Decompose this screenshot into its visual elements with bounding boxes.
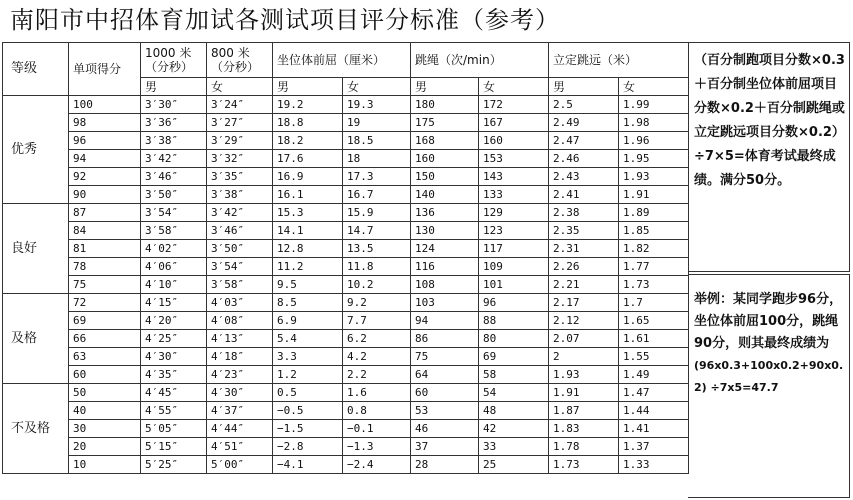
value-cell: 2.07 [549,330,619,348]
value-cell: −2.4 [343,456,411,474]
value-cell: 1.93 [549,366,619,384]
value-cell: 14.7 [343,222,411,240]
value-cell: 2.49 [549,114,619,132]
value-cell: 153 [479,150,549,168]
value-cell: 2.35 [549,222,619,240]
value-cell: 116 [411,258,479,276]
value-cell: 4′45″ [141,384,207,402]
value-cell: 3′38″ [141,132,207,150]
value-cell: −0.1 [343,420,411,438]
table-row [3,186,689,204]
value-cell: 2.2 [343,366,411,384]
value-cell: 18.8 [273,114,343,132]
table-row [3,402,689,420]
value-cell: −4.1 [273,456,343,474]
value-cell: 1.83 [549,420,619,438]
value-cell: 1.2 [273,366,343,384]
value-cell: 2.41 [549,186,619,204]
value-cell: −1.3 [343,438,411,456]
value-cell: 133 [479,186,549,204]
table-row [3,456,689,474]
value-cell: 2.17 [549,294,619,312]
value-cell: 64 [411,366,479,384]
value-cell: 1.65 [619,312,689,330]
header-female: 女 [479,78,549,96]
value-cell: 3′35″ [207,168,273,186]
value-cell: 3′29″ [207,132,273,150]
header-situp: 坐位体前屈（厘米） [273,43,411,78]
value-cell: 4′37″ [207,402,273,420]
value-cell: 4′06″ [141,258,207,276]
value-cell: −0.5 [273,402,343,420]
value-cell: 9.5 [273,276,343,294]
value-cell: 10.2 [343,276,411,294]
value-cell: 4′10″ [141,276,207,294]
value-cell: 9.2 [343,294,411,312]
example-description: 举例：某同学跑步96分，坐位体前屈100分，跳绳90分，则其最终成绩为 [694,292,843,351]
value-cell: 3′46″ [141,168,207,186]
value-cell: 4′15″ [141,294,207,312]
value-cell: 5′15″ [141,438,207,456]
value-cell: 1.87 [549,402,619,420]
header-female: 女 [619,78,689,96]
score-cell: 20 [69,438,141,456]
example-text [694,289,846,399]
value-cell: 1.7 [619,294,689,312]
value-cell: 3.3 [273,348,343,366]
value-cell: 6.9 [273,312,343,330]
value-cell: 123 [479,222,549,240]
value-cell: 3′32″ [207,150,273,168]
value-cell: 17.3 [343,168,411,186]
value-cell: 28 [411,456,479,474]
score-cell: 81 [69,240,141,258]
header-score: 单项得分 [69,43,141,96]
value-cell: 42 [479,420,549,438]
value-cell: 7.7 [343,312,411,330]
value-cell: 168 [411,132,479,150]
value-cell: 1.91 [549,384,619,402]
score-cell: 94 [69,150,141,168]
value-cell: 75 [411,348,479,366]
table-row [3,312,689,330]
value-cell: 3′50″ [207,240,273,258]
value-cell: 1.73 [549,456,619,474]
value-cell: 88 [479,312,549,330]
table-row [3,204,689,222]
table-row [3,222,689,240]
value-cell: 2.31 [549,240,619,258]
value-cell: 13.5 [343,240,411,258]
score-cell: 72 [69,294,141,312]
value-cell: 1.99 [619,96,689,114]
value-cell: 96 [479,294,549,312]
value-cell: 3′42″ [141,150,207,168]
value-cell: −1.5 [273,420,343,438]
value-cell: 16.7 [343,186,411,204]
value-cell: 1.33 [619,456,689,474]
value-cell: 19 [343,114,411,132]
value-cell: 4′25″ [141,330,207,348]
table-row [3,330,689,348]
score-cell: 84 [69,222,141,240]
value-cell: 2.43 [549,168,619,186]
formula-text: （百分制跑项目分数×0.3＋百分制坐位体前屈项目分数×0.2＋百分制跳绳或立定跳远项目分数×0.2）÷7×5=体育考试最终成绩。满分50分。 [694,53,845,188]
value-cell: 19.3 [343,96,411,114]
value-cell: 2.38 [549,204,619,222]
table-row [3,294,689,312]
value-cell: 140 [411,186,479,204]
score-cell: 90 [69,186,141,204]
value-cell: 80 [479,330,549,348]
value-cell: 2.46 [549,150,619,168]
table-row [3,438,689,456]
value-cell: 1.73 [619,276,689,294]
header-male: 男 [273,78,343,96]
value-cell: 15.3 [273,204,343,222]
score-cell: 63 [69,348,141,366]
value-cell: 180 [411,96,479,114]
value-cell: 150 [411,168,479,186]
value-cell: 6.2 [343,330,411,348]
page-title: 南阳市中招体育加试各测试项目评分标准（参考） [10,6,560,34]
score-cell: 100 [69,96,141,114]
value-cell: 101 [479,276,549,294]
level-cell: 优秀 [3,96,69,204]
value-cell: 17.6 [273,150,343,168]
value-cell: 129 [479,204,549,222]
value-cell: 3′24″ [207,96,273,114]
value-cell: 1.41 [619,420,689,438]
value-cell: 16.9 [273,168,343,186]
value-cell: 175 [411,114,479,132]
value-cell: 1.82 [619,240,689,258]
value-cell: 117 [479,240,549,258]
score-cell: 87 [69,204,141,222]
value-cell: 2.12 [549,312,619,330]
value-cell: 108 [411,276,479,294]
score-cell: 30 [69,420,141,438]
value-cell: 4′18″ [207,348,273,366]
header-run1000: 1000 米（分秒） [141,43,207,78]
value-cell: 69 [479,348,549,366]
header-male: 男 [549,78,619,96]
score-cell: 10 [69,456,141,474]
score-cell: 78 [69,258,141,276]
value-cell: 1.61 [619,330,689,348]
value-cell: 143 [479,168,549,186]
value-cell: 5.4 [273,330,343,348]
value-cell: 109 [479,258,549,276]
header-level: 等级 [3,43,69,96]
value-cell: 25 [479,456,549,474]
value-cell: 1.95 [619,150,689,168]
value-cell: 4′44″ [207,420,273,438]
value-cell: 4′30″ [141,348,207,366]
value-cell: 3′27″ [207,114,273,132]
value-cell: 3′42″ [207,204,273,222]
example-box [688,274,850,498]
value-cell: 3′54″ [207,258,273,276]
value-cell: 12.8 [273,240,343,258]
value-cell: 33 [479,438,549,456]
value-cell: 11.2 [273,258,343,276]
value-cell: 3′58″ [207,276,273,294]
value-cell: 3′58″ [141,222,207,240]
value-cell: 3′30″ [141,96,207,114]
value-cell: 4′02″ [141,240,207,258]
value-cell: 4′03″ [207,294,273,312]
value-cell: 172 [479,96,549,114]
value-cell: 103 [411,294,479,312]
value-cell: 167 [479,114,549,132]
value-cell: 11.8 [343,258,411,276]
value-cell: 15.9 [343,204,411,222]
value-cell: 1.47 [619,384,689,402]
value-cell: 4′55″ [141,402,207,420]
value-cell: 53 [411,402,479,420]
value-cell: 60 [411,384,479,402]
value-cell: 54 [479,384,549,402]
level-cell: 良好 [3,204,69,294]
table-row [3,384,689,402]
value-cell: 18 [343,150,411,168]
table-row [3,420,689,438]
value-cell: 1.96 [619,132,689,150]
score-cell: 66 [69,330,141,348]
value-cell: 3′54″ [141,204,207,222]
value-cell: 37 [411,438,479,456]
value-cell: 160 [479,132,549,150]
value-cell: 1.44 [619,402,689,420]
value-cell: 4′13″ [207,330,273,348]
value-cell: 2.26 [549,258,619,276]
table-row [3,132,689,150]
value-cell: 16.1 [273,186,343,204]
value-cell: 3′46″ [207,222,273,240]
value-cell: 160 [411,150,479,168]
value-cell: 3′36″ [141,114,207,132]
value-cell: 5′05″ [141,420,207,438]
header-male: 男 [141,78,207,96]
score-cell: 92 [69,168,141,186]
value-cell: 94 [411,312,479,330]
table-row [3,114,689,132]
value-cell: 4′23″ [207,366,273,384]
value-cell: 3′38″ [207,186,273,204]
value-cell: −2.8 [273,438,343,456]
value-cell: 4′08″ [207,312,273,330]
value-cell: 3′50″ [141,186,207,204]
value-cell: 86 [411,330,479,348]
value-cell: 46 [411,420,479,438]
value-cell: 2.5 [549,96,619,114]
value-cell: 4′51″ [207,438,273,456]
value-cell: 14.1 [273,222,343,240]
table-row [3,276,689,294]
score-cell: 60 [69,366,141,384]
header-jump: 立定跳远（米） [549,43,689,78]
score-cell: 96 [69,132,141,150]
score-table [2,42,689,474]
value-cell: 4.2 [343,348,411,366]
value-cell: 1.98 [619,114,689,132]
value-cell: 48 [479,402,549,420]
value-cell: 5′25″ [141,456,207,474]
value-cell: 5′00″ [207,456,273,474]
value-cell: 4′30″ [207,384,273,402]
value-cell: 1.89 [619,204,689,222]
header-run800: 800 米（分秒） [207,43,273,78]
table-row [3,366,689,384]
value-cell: 124 [411,240,479,258]
value-cell: 1.6 [343,384,411,402]
value-cell: 18.2 [273,132,343,150]
value-cell: 58 [479,366,549,384]
table-row [3,168,689,186]
value-cell: 1.85 [619,222,689,240]
value-cell: 1.91 [619,186,689,204]
value-cell: 1.55 [619,348,689,366]
example-calculation: (96x0.3+100x0.2+90x0.2) ÷7x5=47.7 [694,359,844,394]
level-cell: 不及格 [3,384,69,474]
score-cell: 69 [69,312,141,330]
table-row [3,150,689,168]
level-cell: 及格 [3,294,69,384]
table-row [3,240,689,258]
header-female: 女 [343,78,411,96]
value-cell: 2.47 [549,132,619,150]
value-cell: 4′20″ [141,312,207,330]
score-cell: 75 [69,276,141,294]
value-cell: 130 [411,222,479,240]
value-cell: 19.2 [273,96,343,114]
value-cell: 1.49 [619,366,689,384]
value-cell: 0.8 [343,402,411,420]
header-rope: 跳绳（次/min） [411,43,549,78]
score-cell: 98 [69,114,141,132]
table-row [3,348,689,366]
header-male: 男 [411,78,479,96]
value-cell: 1.93 [619,168,689,186]
score-cell: 40 [69,402,141,420]
value-cell: 1.77 [619,258,689,276]
formula-box [688,42,850,272]
value-cell: 0.5 [273,384,343,402]
value-cell: 4′35″ [141,366,207,384]
value-cell: 136 [411,204,479,222]
table-row [3,96,689,114]
value-cell: 1.37 [619,438,689,456]
notes-panel [688,42,851,498]
value-cell: 18.5 [343,132,411,150]
value-cell: 8.5 [273,294,343,312]
value-cell: 2 [549,348,619,366]
value-cell: 2.21 [549,276,619,294]
header-female: 女 [207,78,273,96]
table-row [3,258,689,276]
score-cell: 50 [69,384,141,402]
value-cell: 1.78 [549,438,619,456]
